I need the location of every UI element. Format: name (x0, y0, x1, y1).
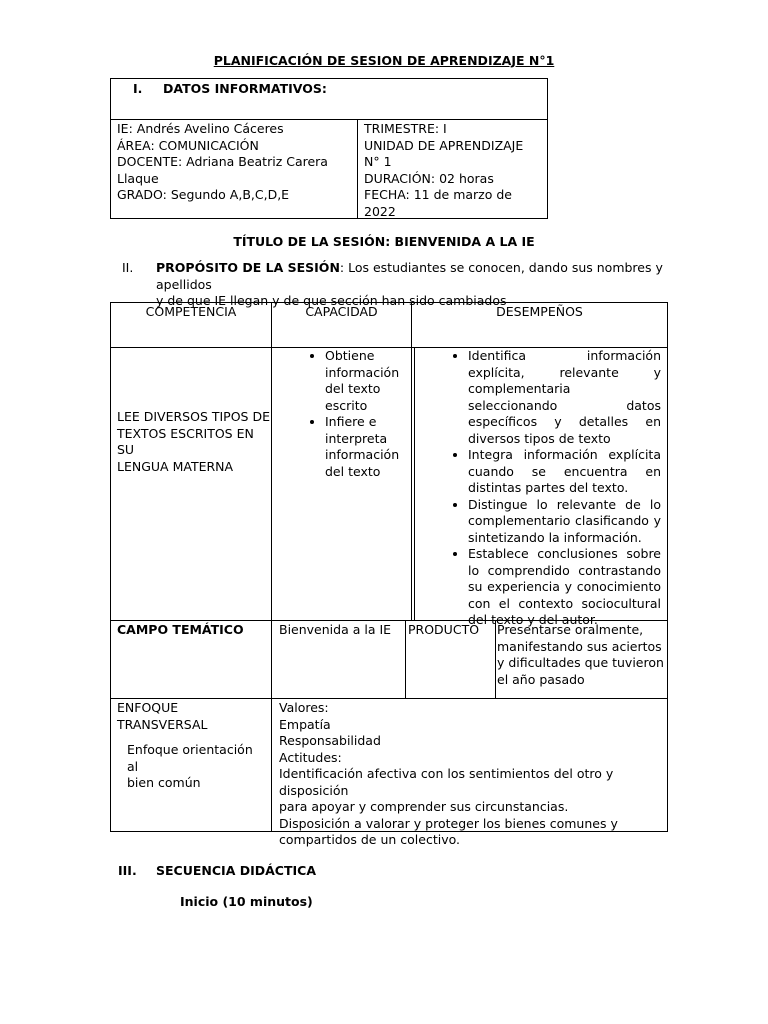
enfoque-line-5: Identificación afectiva con los sentimientos del otro y disposición (279, 766, 614, 798)
competencia-line-1: LEE DIVERSOS TIPOS DE (117, 409, 270, 424)
producto-label: PRODUCTO (408, 622, 480, 637)
enfoque-content-cell (271, 698, 668, 847)
info-ie: IE: Andrés Avelino Cáceres (117, 121, 284, 136)
section-3-number: III. (118, 863, 137, 878)
desempeno-item-3: • Distingue lo relevante de lo complementario clasificando y sintetizando la información. (468, 497, 661, 547)
info-trimestre: TRIMESTRE: I (364, 121, 447, 136)
document-title: PLANIFICACIÓN DE SESION DE APRENDIZAJE N°1 (213, 53, 555, 68)
purpose-label: PROPÓSITO DE LA SESIÓN (156, 260, 340, 275)
desempenos-cell (414, 347, 668, 627)
section-2-number: II. (122, 260, 134, 275)
info-docente-cont: Llaque (117, 170, 159, 186)
info-grado: GRADO: Segundo A,B,C,D,E (117, 187, 290, 202)
info-right-cell (357, 119, 548, 219)
info-duracion: DURACIÓN: 02 horas (364, 170, 494, 186)
producto-value-cell (495, 620, 668, 699)
desempeno-item-2: • Integra información explícita cuando se encuentra en distintas partes del texto. (468, 447, 661, 497)
enfoque-sub-2: bien común (127, 775, 201, 790)
section-1-title: DATOS INFORMATIVOS: (163, 81, 327, 96)
session-title: TÍTULO DE LA SESIÓN: BIENVENIDA A LA IE (233, 234, 535, 249)
producto-value: Presentarse oralmente, manifestando sus aciertos y dificultades que tuvieron el año pasado (497, 622, 664, 687)
competencia-cell (110, 347, 272, 621)
header-capacidad: CAPACIDAD (271, 302, 412, 348)
enfoque-sub-1: Enfoque orientación al (127, 742, 253, 774)
info-area: ÁREA: COMUNICACIÓN (117, 137, 259, 153)
producto-label-cell (405, 620, 496, 699)
desempeno-item-1: • Identifica información explícita, relevante y complementaria seleccionando datos específicos y detalles en diversos tipos de texto (468, 348, 661, 447)
campo-value: Bienvenida a la IE (279, 622, 392, 637)
enfoque-line-2: Empatía (279, 716, 331, 732)
desempeno-item-4: • Establece conclusiones sobre lo comprendido contrastando su experiencia y conocimiento con el contexto sociocultural del texto y del autor. (468, 546, 661, 629)
capacidad-item-1: • Obtiene información del texto escrito (325, 348, 401, 414)
section-1-number: I. (133, 81, 143, 96)
info-unidad: UNIDAD DE APRENDIZAJE N° 1 (364, 137, 524, 169)
enfoque-line-6: para apoyar y comprender sus circunstancias. (279, 799, 569, 814)
header-competencia: COMPETENCIA (110, 302, 272, 348)
info-fecha: FECHA: 11 de marzo de 2022 (364, 187, 512, 219)
enfoque-label-cell (110, 698, 272, 832)
competencia-line-2: TEXTOS ESCRITOS EN SU (117, 425, 254, 457)
inicio-heading: Inicio (10 minutos) (180, 894, 313, 909)
enfoque-line-7: Disposición a valorar y proteger los bienes comunes y (279, 815, 618, 831)
campo-label: CAMPO TEMÁTICO (117, 622, 244, 637)
info-left-cell (110, 119, 358, 219)
capacidad-item-2: • Infiere e interpreta información del texto (325, 414, 401, 480)
enfoque-line-4: Actitudes: (279, 749, 342, 765)
info-docente: DOCENTE: Adriana Beatriz Carera (117, 154, 328, 169)
enfoque-line-8: compartidos de un colectivo. (279, 832, 461, 847)
section-3-title: SECUENCIA DIDÁCTICA (156, 863, 316, 878)
enfoque-line-3: Responsabilidad (279, 733, 381, 748)
header-desempenos: DESEMPEÑOS (411, 302, 668, 348)
enfoque-label: ENFOQUE TRANSVERSAL (117, 700, 208, 732)
competencia-line-3: LENGUA MATERNA (117, 458, 234, 474)
purpose-text-1: : Los estudiantes se conocen, dando sus nombres y apellidos (156, 260, 663, 292)
campo-label-cell (110, 620, 272, 699)
purpose-text-2: y de que IE llegan y de que sección han sido cambiados (156, 293, 507, 308)
section-1-box (110, 78, 548, 120)
enfoque-line-1: Valores: (279, 700, 329, 715)
campo-value-cell (271, 620, 406, 699)
capacidad-cell (271, 347, 412, 621)
